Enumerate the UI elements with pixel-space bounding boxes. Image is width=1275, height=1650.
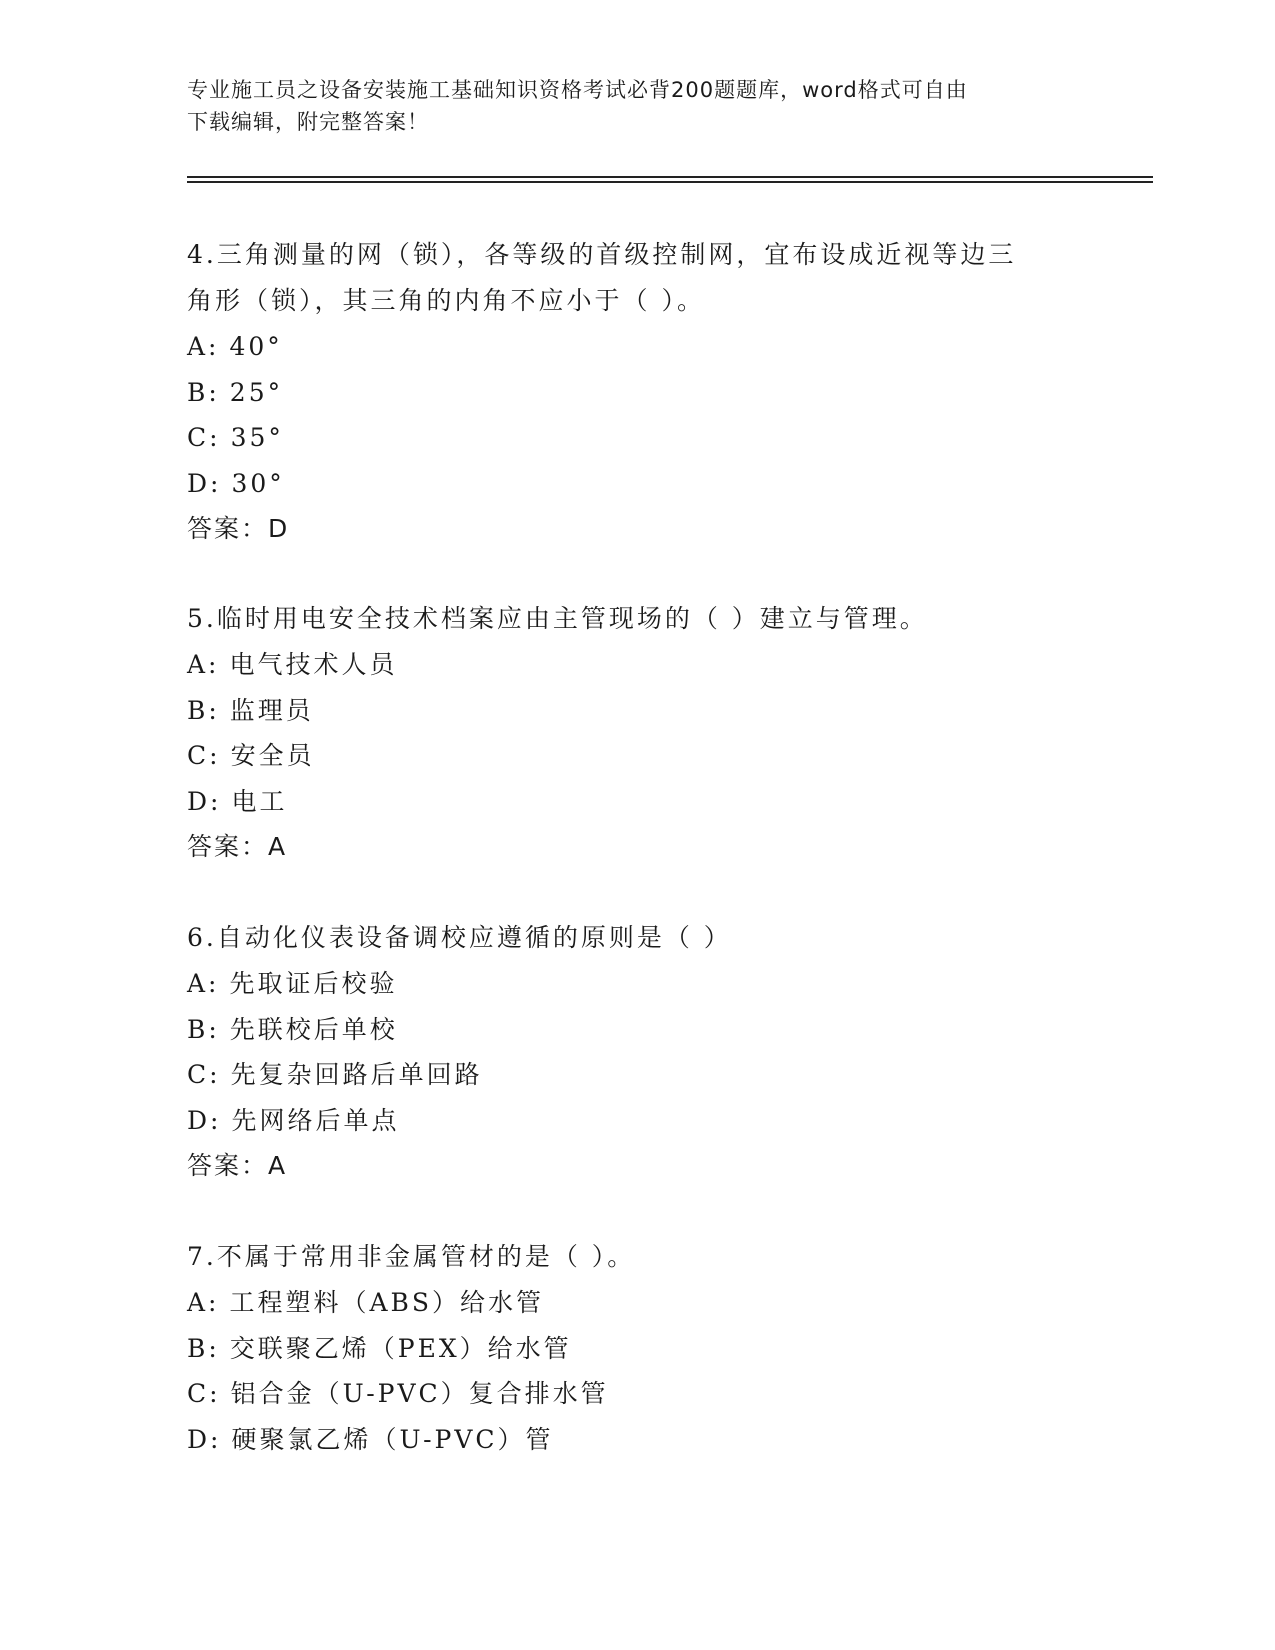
option-key: D: <box>187 1105 222 1135</box>
option-text: 监理员 <box>229 695 314 725</box>
answer-line <box>187 824 1087 870</box>
option-text: 铝合金（U-PVC）复合排水管 <box>230 1379 609 1408</box>
question-5 <box>187 596 1087 870</box>
option-key: C: <box>187 423 221 452</box>
question-text-line: 7.不属于常用非金属管材的是（ ）。 <box>187 1242 636 1271</box>
option-text: 电工 <box>231 786 288 816</box>
option-key: B: <box>187 1014 220 1044</box>
option-c <box>187 415 1087 461</box>
option-key: D: <box>187 786 222 816</box>
option-key: C: <box>187 741 221 770</box>
question-text-line: 6.自动化仪表设备调校应遵循的原则是（ ） <box>187 923 732 952</box>
option-text: 40° <box>229 332 283 361</box>
option-key: D: <box>187 468 222 498</box>
question-text-line: 5.临时用电安全技术档案应由主管现场的（ ）建立与管理。 <box>187 604 928 633</box>
option-key: A: <box>187 332 220 361</box>
option-text: 硬聚氯乙烯（U-PVC）管 <box>231 1424 554 1454</box>
option-c <box>187 733 1087 779</box>
option-a <box>187 642 1087 688</box>
answer-line <box>187 506 1087 552</box>
answer-line <box>187 1143 1087 1189</box>
option-key: C: <box>187 1379 221 1408</box>
document-header <box>187 74 1087 138</box>
question-text-line: 角形（锁），其三角的内角不应小于（ ）。 <box>187 286 705 315</box>
option-text: 30° <box>231 468 285 498</box>
option-key: B: <box>187 377 220 407</box>
answer-label: 答案： <box>187 514 269 543</box>
option-key: B: <box>187 695 220 725</box>
question-6 <box>187 915 1087 1189</box>
option-d <box>187 461 1087 507</box>
question-4 <box>187 232 1087 552</box>
option-b <box>187 688 1087 734</box>
option-text: 先取证后校验 <box>229 969 398 998</box>
option-key: A: <box>187 969 220 998</box>
header-divider-bottom <box>187 181 1153 183</box>
option-key: D: <box>187 1424 222 1454</box>
option-d <box>187 1098 1087 1144</box>
question-7 <box>187 1234 1087 1462</box>
option-d <box>187 779 1087 825</box>
answer-label: 答案： <box>187 1151 269 1180</box>
option-a <box>187 1280 1087 1326</box>
question-text-line: 4.三角测量的网（锁），各等级的首级控制网，宜布设成近视等边三 <box>187 240 1017 269</box>
option-text: 工程塑料（ABS）给水管 <box>229 1288 545 1317</box>
option-text: 先复杂回路后单回路 <box>230 1060 483 1089</box>
answer-label: 答案： <box>187 832 269 861</box>
option-b <box>187 370 1087 416</box>
option-key: A: <box>187 1288 220 1317</box>
option-b <box>187 1007 1087 1053</box>
header-line-1: 专业施工员之设备安装施工基础知识资格考试必背200题题库，word格式可自由 <box>187 78 968 102</box>
option-d <box>187 1417 1087 1463</box>
option-text: 交联聚乙烯（PEX）给水管 <box>229 1333 572 1363</box>
option-text: 电气技术人员 <box>229 650 398 679</box>
option-a <box>187 961 1087 1007</box>
header-line-2: 下载编辑，附完整答案！ <box>187 110 429 134</box>
option-text: 35° <box>230 423 284 452</box>
answer-value: A <box>268 832 288 861</box>
option-key: A: <box>187 650 220 679</box>
option-text: 25° <box>229 377 284 407</box>
answer-value: A <box>268 1151 288 1180</box>
option-a <box>187 324 1087 370</box>
option-text: 先网络后单点 <box>231 1105 400 1135</box>
option-c <box>187 1052 1087 1098</box>
option-text: 安全员 <box>230 741 315 770</box>
option-key: C: <box>187 1060 221 1089</box>
option-text: 先联校后单校 <box>229 1014 398 1044</box>
option-c <box>187 1371 1087 1417</box>
option-b <box>187 1326 1087 1372</box>
answer-value: D <box>268 514 290 543</box>
header-divider-top <box>187 176 1153 178</box>
option-key: B: <box>187 1333 220 1363</box>
